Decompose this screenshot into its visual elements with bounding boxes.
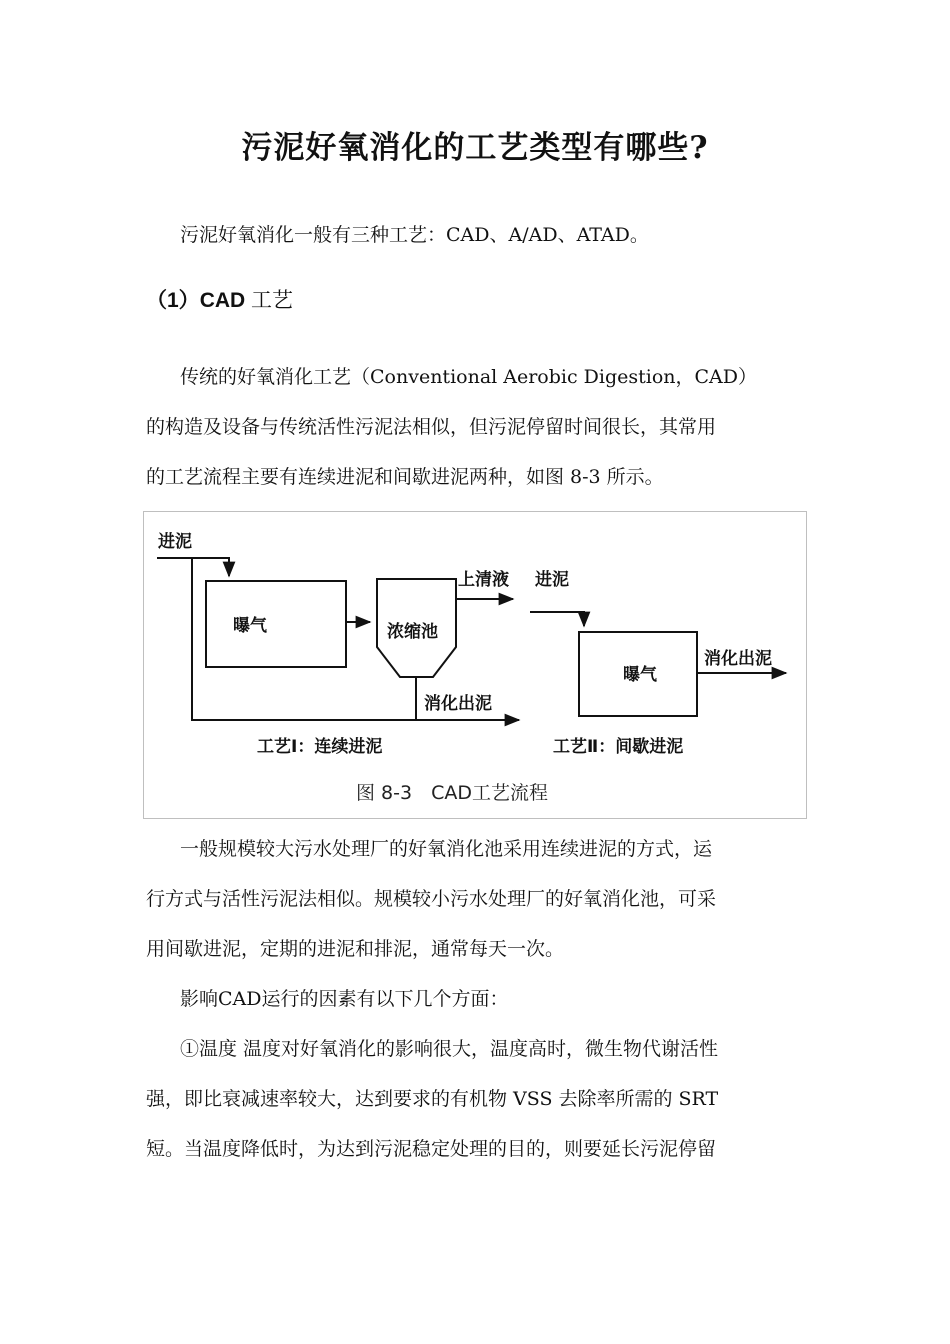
page-title: 污泥好氧消化的工艺类型有哪些? (241, 130, 709, 166)
label-process-2: 工艺Ⅱ：间歇进泥 (553, 737, 684, 757)
paragraph-line: 的工艺流程主要有连续进泥和间歇进泥两种，如图 8-3 所示。 (146, 466, 664, 488)
label-aeration-2: 曝气 (623, 665, 657, 685)
cad-process-figure (143, 511, 807, 819)
paragraph-feed-modes (146, 824, 816, 974)
intro-text: 污泥好氧消化一般有三种工艺：CAD、A/AD、ATAD。 (180, 224, 649, 246)
label-digested-1: 消化出泥 (424, 694, 492, 714)
label-supernatant: 上清液 (458, 570, 509, 590)
paragraph-line: 短。当温度降低时，为达到污泥稳定处理的目的，则要延长污泥停留 (146, 1138, 717, 1160)
paragraph-line: 行方式与活性污泥法相似。规模较小污水处理厂的好氧消化池，可采 (146, 888, 717, 910)
paragraph-line: ①温度 温度对好氧消化的影响很大，温度高时，微生物代谢活性 (180, 1038, 719, 1060)
inlet-line-2 (530, 612, 584, 626)
paragraph-cad-description (146, 352, 816, 502)
label-process-1: 工艺Ⅰ：连续进泥 (257, 737, 383, 757)
paragraph-factors-intro (146, 974, 816, 1024)
paragraph-line: 影响CAD运行的因素有以下几个方面： (180, 988, 509, 1010)
paragraph-line: 的构造及设备与传统活性污泥法相似，但污泥停留时间很长，其常用 (146, 416, 717, 438)
paragraph-line: 一般规模较大污水处理厂的好氧消化池采用连续进泥的方式，运 (180, 838, 713, 860)
section-heading-cad (146, 284, 293, 314)
label-thickener: 浓缩池 (387, 622, 438, 642)
paragraph-line: 传统的好氧消化工艺（Conventional Aerobic Digestion，CAD） (180, 366, 758, 388)
label-aeration-1: 曝气 (233, 616, 267, 636)
label-inlet-1: 进泥 (158, 532, 192, 552)
intro-paragraph (146, 210, 816, 260)
process-flow-diagram (144, 512, 806, 818)
paragraph-line: 用间歇进泥，定期的进泥和排泥，通常每天一次。 (146, 938, 565, 960)
label-inlet-2: 进泥 (535, 570, 569, 590)
aeration-tank-1 (206, 581, 346, 667)
paragraph-line: 强，即比衰减速率较大，达到要求的有机物 VSS 去除率所需的 SRT (146, 1088, 719, 1110)
recycle-line (192, 558, 416, 720)
label-digested-2: 消化出泥 (704, 649, 772, 669)
paragraph-temperature (146, 1024, 816, 1174)
section-name: 工艺 (251, 288, 294, 312)
figure-caption: 图 8-3 CAD工艺流程 (356, 782, 548, 804)
section-number: （1） (146, 289, 200, 312)
section-abbr: CAD (199, 289, 246, 312)
